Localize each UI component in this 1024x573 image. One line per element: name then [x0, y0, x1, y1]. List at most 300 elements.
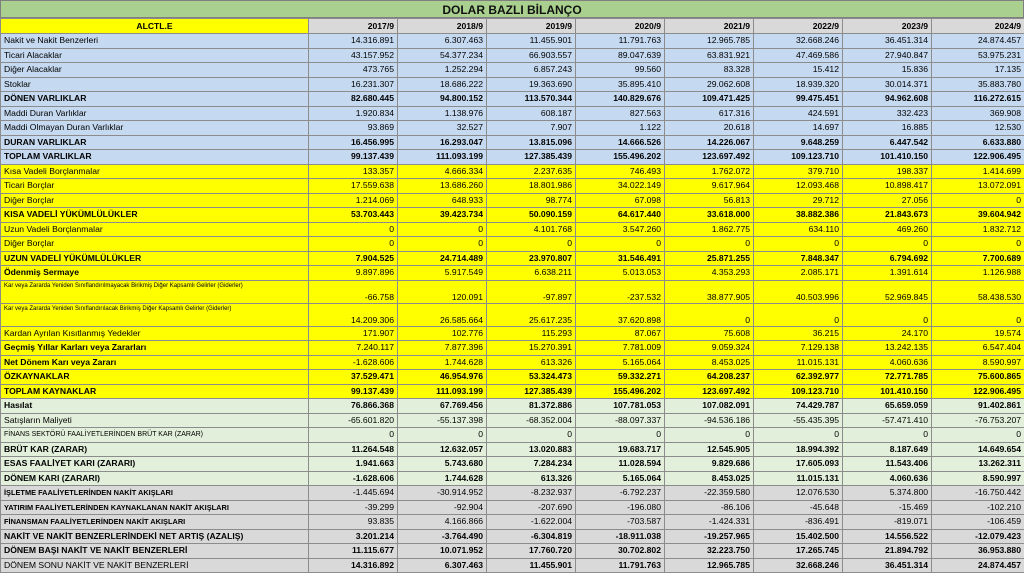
value-cell: 1.122	[576, 121, 665, 136]
value-cell: 133.357	[309, 164, 398, 179]
value-cell: 1.862.775	[665, 222, 754, 237]
value-cell: 62.392.977	[754, 370, 843, 385]
value-cell: 29.062.608	[665, 77, 754, 92]
balance-table	[0, 18, 1024, 573]
value-cell: 5.165.064	[576, 471, 665, 486]
value-cell: 16.231.307	[309, 77, 398, 92]
year-header: 2019/9	[487, 19, 576, 34]
value-cell: 6.547.404	[932, 341, 1024, 356]
value-cell: 0	[932, 237, 1024, 252]
value-cell: 32.527	[398, 121, 487, 136]
value-cell: 15.270.391	[487, 341, 576, 356]
table-row	[1, 208, 1024, 223]
value-cell: -12.079.423	[932, 529, 1024, 544]
value-cell: 107.082.091	[665, 399, 754, 414]
row-label: Net Dönem Karı veya Zararı	[1, 355, 309, 370]
value-cell: 634.110	[754, 222, 843, 237]
value-cell: 10.071.952	[398, 544, 487, 559]
value-cell: 25.617.235	[487, 303, 576, 326]
value-cell: 99.137.439	[309, 384, 398, 399]
value-cell: 107.781.053	[576, 399, 665, 414]
value-cell: 14.316.891	[309, 34, 398, 49]
value-cell: 6.447.542	[843, 135, 932, 150]
year-header: 2023/9	[843, 19, 932, 34]
value-cell: 122.906.495	[932, 384, 1024, 399]
value-cell: 18.801.986	[487, 179, 576, 194]
value-cell: 36.451.314	[843, 558, 932, 573]
value-cell: 93.869	[309, 121, 398, 136]
row-label: Kar veya Zararda Yeniden Sınıflandırılmayacak Birikmiş Diğer Kapsamlı Gelirler (Giderler)	[1, 280, 309, 303]
value-cell: 11.543.406	[843, 457, 932, 472]
value-cell: 9.897.896	[309, 266, 398, 281]
sheet-title: DOLAR BAZLI BİLANÇO	[0, 0, 1024, 18]
value-cell: 64.617.440	[576, 208, 665, 223]
value-cell: 5.917.549	[398, 266, 487, 281]
row-label: Kar veya Zararda Yeniden Sınıflandırılacak Birikmiş Diğer Kapsamlı Gelirler (Giderler)	[1, 303, 309, 326]
value-cell: 56.813	[665, 193, 754, 208]
value-cell: 18.994.392	[754, 442, 843, 457]
value-cell: 123.697.492	[665, 150, 754, 165]
value-cell: 101.410.150	[843, 384, 932, 399]
value-cell: 613.326	[487, 471, 576, 486]
value-cell: 17.135	[932, 63, 1024, 78]
value-cell: 24.170	[843, 326, 932, 341]
value-cell: 1.832.712	[932, 222, 1024, 237]
value-cell: -1.445.694	[309, 486, 398, 501]
value-cell: 7.848.347	[754, 251, 843, 266]
value-cell: -196.080	[576, 500, 665, 515]
value-cell: 53.975.231	[932, 48, 1024, 63]
value-cell: 32.223.750	[665, 544, 754, 559]
value-cell: 75.600.865	[932, 370, 1024, 385]
value-cell: 8.453.025	[665, 471, 754, 486]
value-cell: 24.874.457	[932, 558, 1024, 573]
value-cell: 18.939.320	[754, 77, 843, 92]
value-cell: 15.402.500	[754, 529, 843, 544]
value-cell: 6.857.243	[487, 63, 576, 78]
value-cell: 53.703.443	[309, 208, 398, 223]
row-label: Hasılat	[1, 399, 309, 414]
value-cell: 89.047.639	[576, 48, 665, 63]
value-cell: 23.970.807	[487, 251, 576, 266]
value-cell: 7.907	[487, 121, 576, 136]
table-row	[1, 529, 1024, 544]
value-cell: 81.372.886	[487, 399, 576, 414]
value-cell: 0	[398, 237, 487, 252]
value-cell: -86.106	[665, 500, 754, 515]
value-cell: 12.965.785	[665, 558, 754, 573]
value-cell: 7.240.117	[309, 341, 398, 356]
value-cell: 1.744.628	[398, 355, 487, 370]
value-cell: -1.622.004	[487, 515, 576, 530]
value-cell: -97.897	[487, 280, 576, 303]
row-label: KISA VADELİ YÜKÜMLÜLÜKLER	[1, 208, 309, 223]
table-row	[1, 179, 1024, 194]
value-cell: -30.914.952	[398, 486, 487, 501]
table-row	[1, 121, 1024, 136]
value-cell: 1.920.834	[309, 106, 398, 121]
row-label: TOPLAM VARLIKLAR	[1, 150, 309, 165]
value-cell: 111.093.199	[398, 150, 487, 165]
value-cell: 13.686.260	[398, 179, 487, 194]
value-cell: 0	[932, 193, 1024, 208]
row-label: DURAN VARLIKLAR	[1, 135, 309, 150]
value-cell: 1.414.699	[932, 164, 1024, 179]
value-cell: 16.885	[843, 121, 932, 136]
value-cell: 4.060.636	[843, 471, 932, 486]
value-cell: -15.469	[843, 500, 932, 515]
value-cell: 59.332.271	[576, 370, 665, 385]
value-cell: 12.632.057	[398, 442, 487, 457]
row-label: TOPLAM KAYNAKLAR	[1, 384, 309, 399]
value-cell: -68.352.004	[487, 413, 576, 428]
value-cell: 94.800.152	[398, 92, 487, 107]
value-cell: 63.831.921	[665, 48, 754, 63]
value-cell: 111.093.199	[398, 384, 487, 399]
row-label: Stoklar	[1, 77, 309, 92]
value-cell: 6.633.880	[932, 135, 1024, 150]
value-cell: 94.962.608	[843, 92, 932, 107]
year-header: 2017/9	[309, 19, 398, 34]
value-cell: 0	[754, 428, 843, 443]
value-cell: 35.883.780	[932, 77, 1024, 92]
value-cell: -819.071	[843, 515, 932, 530]
value-cell: 109.123.710	[754, 384, 843, 399]
value-cell: 30.702.802	[576, 544, 665, 559]
value-cell: 67.769.456	[398, 399, 487, 414]
value-cell: 5.743.680	[398, 457, 487, 472]
value-cell: 155.496.202	[576, 150, 665, 165]
value-cell: 8.187.649	[843, 442, 932, 457]
value-cell: 50.090.159	[487, 208, 576, 223]
value-cell: -57.471.410	[843, 413, 932, 428]
value-cell: -76.753.207	[932, 413, 1024, 428]
value-cell: 198.337	[843, 164, 932, 179]
value-cell: 0	[843, 237, 932, 252]
value-cell: 14.649.654	[932, 442, 1024, 457]
value-cell: -65.601.820	[309, 413, 398, 428]
value-cell: 99.560	[576, 63, 665, 78]
value-cell: -55.435.395	[754, 413, 843, 428]
value-cell: -703.587	[576, 515, 665, 530]
value-cell: 82.680.445	[309, 92, 398, 107]
table-row	[1, 500, 1024, 515]
value-cell: 12.530	[932, 121, 1024, 136]
value-cell: 109.471.425	[665, 92, 754, 107]
value-cell: -39.299	[309, 500, 398, 515]
table-row	[1, 63, 1024, 78]
value-cell: 36.953.880	[932, 544, 1024, 559]
table-row	[1, 237, 1024, 252]
table-row	[1, 457, 1024, 472]
year-header: 2021/9	[665, 19, 754, 34]
table-row	[1, 355, 1024, 370]
value-cell: 93.835	[309, 515, 398, 530]
table-row	[1, 413, 1024, 428]
value-cell: 36.451.314	[843, 34, 932, 49]
value-cell: 14.226.067	[665, 135, 754, 150]
row-label: DÖNEN VARLIKLAR	[1, 92, 309, 107]
value-cell: 11.015.131	[754, 355, 843, 370]
value-cell: 1.138.976	[398, 106, 487, 121]
year-header: 2022/9	[754, 19, 843, 34]
value-cell: 87.067	[576, 326, 665, 341]
value-cell: 19.363.690	[487, 77, 576, 92]
row-label: ESAS FAALİYET KARI (ZARARI)	[1, 457, 309, 472]
year-header: 2024/9	[932, 19, 1024, 34]
value-cell: 9.617.964	[665, 179, 754, 194]
table-row	[1, 222, 1024, 237]
value-cell: 83.328	[665, 63, 754, 78]
value-cell: 14.209.306	[309, 303, 398, 326]
value-cell: 31.546.491	[576, 251, 665, 266]
value-cell: -8.232.937	[487, 486, 576, 501]
value-cell: 19.683.717	[576, 442, 665, 457]
value-cell: 1.391.614	[843, 266, 932, 281]
value-cell: 14.697	[754, 121, 843, 136]
row-label: Geçmiş Yıllar Karları veya Zararları	[1, 341, 309, 356]
ticker-header: ALCTL.E	[1, 19, 309, 34]
value-cell: 4.666.334	[398, 164, 487, 179]
value-cell: 424.591	[754, 106, 843, 121]
table-row	[1, 150, 1024, 165]
value-cell: 648.933	[398, 193, 487, 208]
value-cell: 4.353.293	[665, 266, 754, 281]
value-cell: 0	[309, 237, 398, 252]
value-cell: 0	[932, 303, 1024, 326]
row-label: Uzun Vadeli Borçlanmalar	[1, 222, 309, 237]
value-cell: 8.590.997	[932, 471, 1024, 486]
value-cell: 0	[487, 428, 576, 443]
value-cell: 27.056	[843, 193, 932, 208]
value-cell: 21.894.792	[843, 544, 932, 559]
value-cell: -237.532	[576, 280, 665, 303]
table-row	[1, 428, 1024, 443]
value-cell: 16.456.995	[309, 135, 398, 150]
value-cell: 109.123.710	[754, 150, 843, 165]
table-row	[1, 515, 1024, 530]
value-cell: 0	[665, 237, 754, 252]
value-cell: 8.590.997	[932, 355, 1024, 370]
value-cell: -1.628.606	[309, 471, 398, 486]
value-cell: 40.503.996	[754, 280, 843, 303]
table-row	[1, 34, 1024, 49]
value-cell: 332.423	[843, 106, 932, 121]
value-cell: 6.307.463	[398, 34, 487, 49]
table-row	[1, 251, 1024, 266]
row-label: Satışların Maliyeti	[1, 413, 309, 428]
value-cell: 37.620.898	[576, 303, 665, 326]
table-row	[1, 303, 1024, 326]
value-cell: 0	[398, 428, 487, 443]
value-cell: 30.014.371	[843, 77, 932, 92]
value-cell: 27.940.847	[843, 48, 932, 63]
value-cell: 1.214.069	[309, 193, 398, 208]
value-cell: -45.648	[754, 500, 843, 515]
value-cell: -66.758	[309, 280, 398, 303]
value-cell: 746.493	[576, 164, 665, 179]
value-cell: 3.547.260	[576, 222, 665, 237]
value-cell: -94.536.186	[665, 413, 754, 428]
value-cell: 12.093.468	[754, 179, 843, 194]
row-label: DÖNEM KARI (ZARARI)	[1, 471, 309, 486]
value-cell: -16.750.442	[932, 486, 1024, 501]
value-cell: -6.304.819	[487, 529, 576, 544]
value-cell: 39.423.734	[398, 208, 487, 223]
value-cell: -55.137.398	[398, 413, 487, 428]
value-cell: -3.764.490	[398, 529, 487, 544]
value-cell: -19.257.965	[665, 529, 754, 544]
value-cell: 0	[487, 237, 576, 252]
value-cell: 64.208.237	[665, 370, 754, 385]
value-cell: 29.712	[754, 193, 843, 208]
value-cell: 24.874.457	[932, 34, 1024, 49]
table-row	[1, 48, 1024, 63]
row-label: Maddi Duran Varlıklar	[1, 106, 309, 121]
value-cell: 0	[665, 428, 754, 443]
value-cell: 99.475.451	[754, 92, 843, 107]
row-label: Ticari Alacaklar	[1, 48, 309, 63]
value-cell: 6.638.211	[487, 266, 576, 281]
value-cell: 7.781.009	[576, 341, 665, 356]
value-cell: 101.410.150	[843, 150, 932, 165]
row-label: Kısa Vadeli Borçlanmalar	[1, 164, 309, 179]
value-cell: 15.836	[843, 63, 932, 78]
table-row	[1, 471, 1024, 486]
value-cell: 379.710	[754, 164, 843, 179]
value-cell: 17.559.638	[309, 179, 398, 194]
table-row	[1, 558, 1024, 573]
value-cell: 0	[843, 428, 932, 443]
value-cell: 12.545.905	[665, 442, 754, 457]
value-cell: 120.091	[398, 280, 487, 303]
value-cell: 16.293.047	[398, 135, 487, 150]
row-label: Diğer Borçlar	[1, 193, 309, 208]
row-label: Diğer Borçlar	[1, 237, 309, 252]
value-cell: 115.293	[487, 326, 576, 341]
value-cell: 369.908	[932, 106, 1024, 121]
row-label: Maddi Olmayan Duran Varlıklar	[1, 121, 309, 136]
value-cell: 14.556.522	[843, 529, 932, 544]
value-cell: -18.911.038	[576, 529, 665, 544]
value-cell: 140.829.676	[576, 92, 665, 107]
row-label: YATIRIM FAALİYETLERİNDEN KAYNAKLANAN NAKİT AKIŞLARI	[1, 500, 309, 515]
value-cell: 0	[754, 237, 843, 252]
value-cell: 12.076.530	[754, 486, 843, 501]
row-label: UZUN VADELİ YÜKÜMLÜLÜKLER	[1, 251, 309, 266]
value-cell: -22.359.580	[665, 486, 754, 501]
row-label: Ticari Borçlar	[1, 179, 309, 194]
value-cell: -1.628.606	[309, 355, 398, 370]
value-cell: 98.774	[487, 193, 576, 208]
table-row	[1, 106, 1024, 121]
value-cell: 6.307.463	[398, 558, 487, 573]
value-cell: 20.618	[665, 121, 754, 136]
value-cell: 0	[309, 428, 398, 443]
value-cell: -836.491	[754, 515, 843, 530]
value-cell: -6.792.237	[576, 486, 665, 501]
table-row	[1, 280, 1024, 303]
value-cell: 11.115.677	[309, 544, 398, 559]
value-cell: 7.284.234	[487, 457, 576, 472]
value-cell: 1.126.988	[932, 266, 1024, 281]
value-cell: 11.264.548	[309, 442, 398, 457]
value-cell: 613.326	[487, 355, 576, 370]
value-cell: 39.604.942	[932, 208, 1024, 223]
value-cell: 14.316.892	[309, 558, 398, 573]
value-cell: 21.843.673	[843, 208, 932, 223]
value-cell: 66.903.557	[487, 48, 576, 63]
table-row	[1, 341, 1024, 356]
value-cell: 0	[754, 303, 843, 326]
value-cell: 46.954.976	[398, 370, 487, 385]
value-cell: 113.570.344	[487, 92, 576, 107]
value-cell: 1.252.294	[398, 63, 487, 78]
value-cell: 11.791.763	[576, 558, 665, 573]
value-cell: 7.700.689	[932, 251, 1024, 266]
value-cell: 0	[576, 237, 665, 252]
header-row	[1, 19, 1024, 34]
value-cell: 608.187	[487, 106, 576, 121]
value-cell: -1.424.331	[665, 515, 754, 530]
row-label: Nakit ve Nakit Benzerleri	[1, 34, 309, 49]
table-row	[1, 486, 1024, 501]
value-cell: 0	[398, 222, 487, 237]
table-row	[1, 164, 1024, 179]
value-cell: 11.455.901	[487, 558, 576, 573]
value-cell: -102.210	[932, 500, 1024, 515]
value-cell: 19.574	[932, 326, 1024, 341]
value-cell: 8.453.025	[665, 355, 754, 370]
table-row	[1, 544, 1024, 559]
year-header: 2020/9	[576, 19, 665, 34]
row-label: DÖNEM BAŞI NAKİT VE NAKİT BENZERLERİ	[1, 544, 309, 559]
value-cell: -207.690	[487, 500, 576, 515]
value-cell: 12.965.785	[665, 34, 754, 49]
value-cell: 35.895.410	[576, 77, 665, 92]
value-cell: 11.791.763	[576, 34, 665, 49]
value-cell: 3.201.214	[309, 529, 398, 544]
value-cell: 0	[309, 222, 398, 237]
table-row	[1, 193, 1024, 208]
table-row	[1, 384, 1024, 399]
value-cell: 13.072.091	[932, 179, 1024, 194]
value-cell: 0	[576, 428, 665, 443]
value-cell: 53.324.473	[487, 370, 576, 385]
value-cell: 617.316	[665, 106, 754, 121]
value-cell: 9.829.686	[665, 457, 754, 472]
value-cell: 0	[665, 303, 754, 326]
row-label: Ödenmiş Sermaye	[1, 266, 309, 281]
value-cell: 9.059.324	[665, 341, 754, 356]
value-cell: 65.659.059	[843, 399, 932, 414]
row-label: Kardan Ayrılan Kısıtlanmış Yedekler	[1, 326, 309, 341]
row-label: DÖNEM SONU NAKİT VE NAKİT BENZERLERİ	[1, 558, 309, 573]
value-cell: 13.242.135	[843, 341, 932, 356]
value-cell: 9.648.259	[754, 135, 843, 150]
value-cell: 67.098	[576, 193, 665, 208]
value-cell: 75.608	[665, 326, 754, 341]
table-row	[1, 370, 1024, 385]
value-cell: 7.129.138	[754, 341, 843, 356]
value-cell: 10.898.417	[843, 179, 932, 194]
value-cell: 469.260	[843, 222, 932, 237]
value-cell: 36.215	[754, 326, 843, 341]
value-cell: 4.166.866	[398, 515, 487, 530]
value-cell: 123.697.492	[665, 384, 754, 399]
row-label: ÖZKAYNAKLAR	[1, 370, 309, 385]
value-cell: 473.765	[309, 63, 398, 78]
